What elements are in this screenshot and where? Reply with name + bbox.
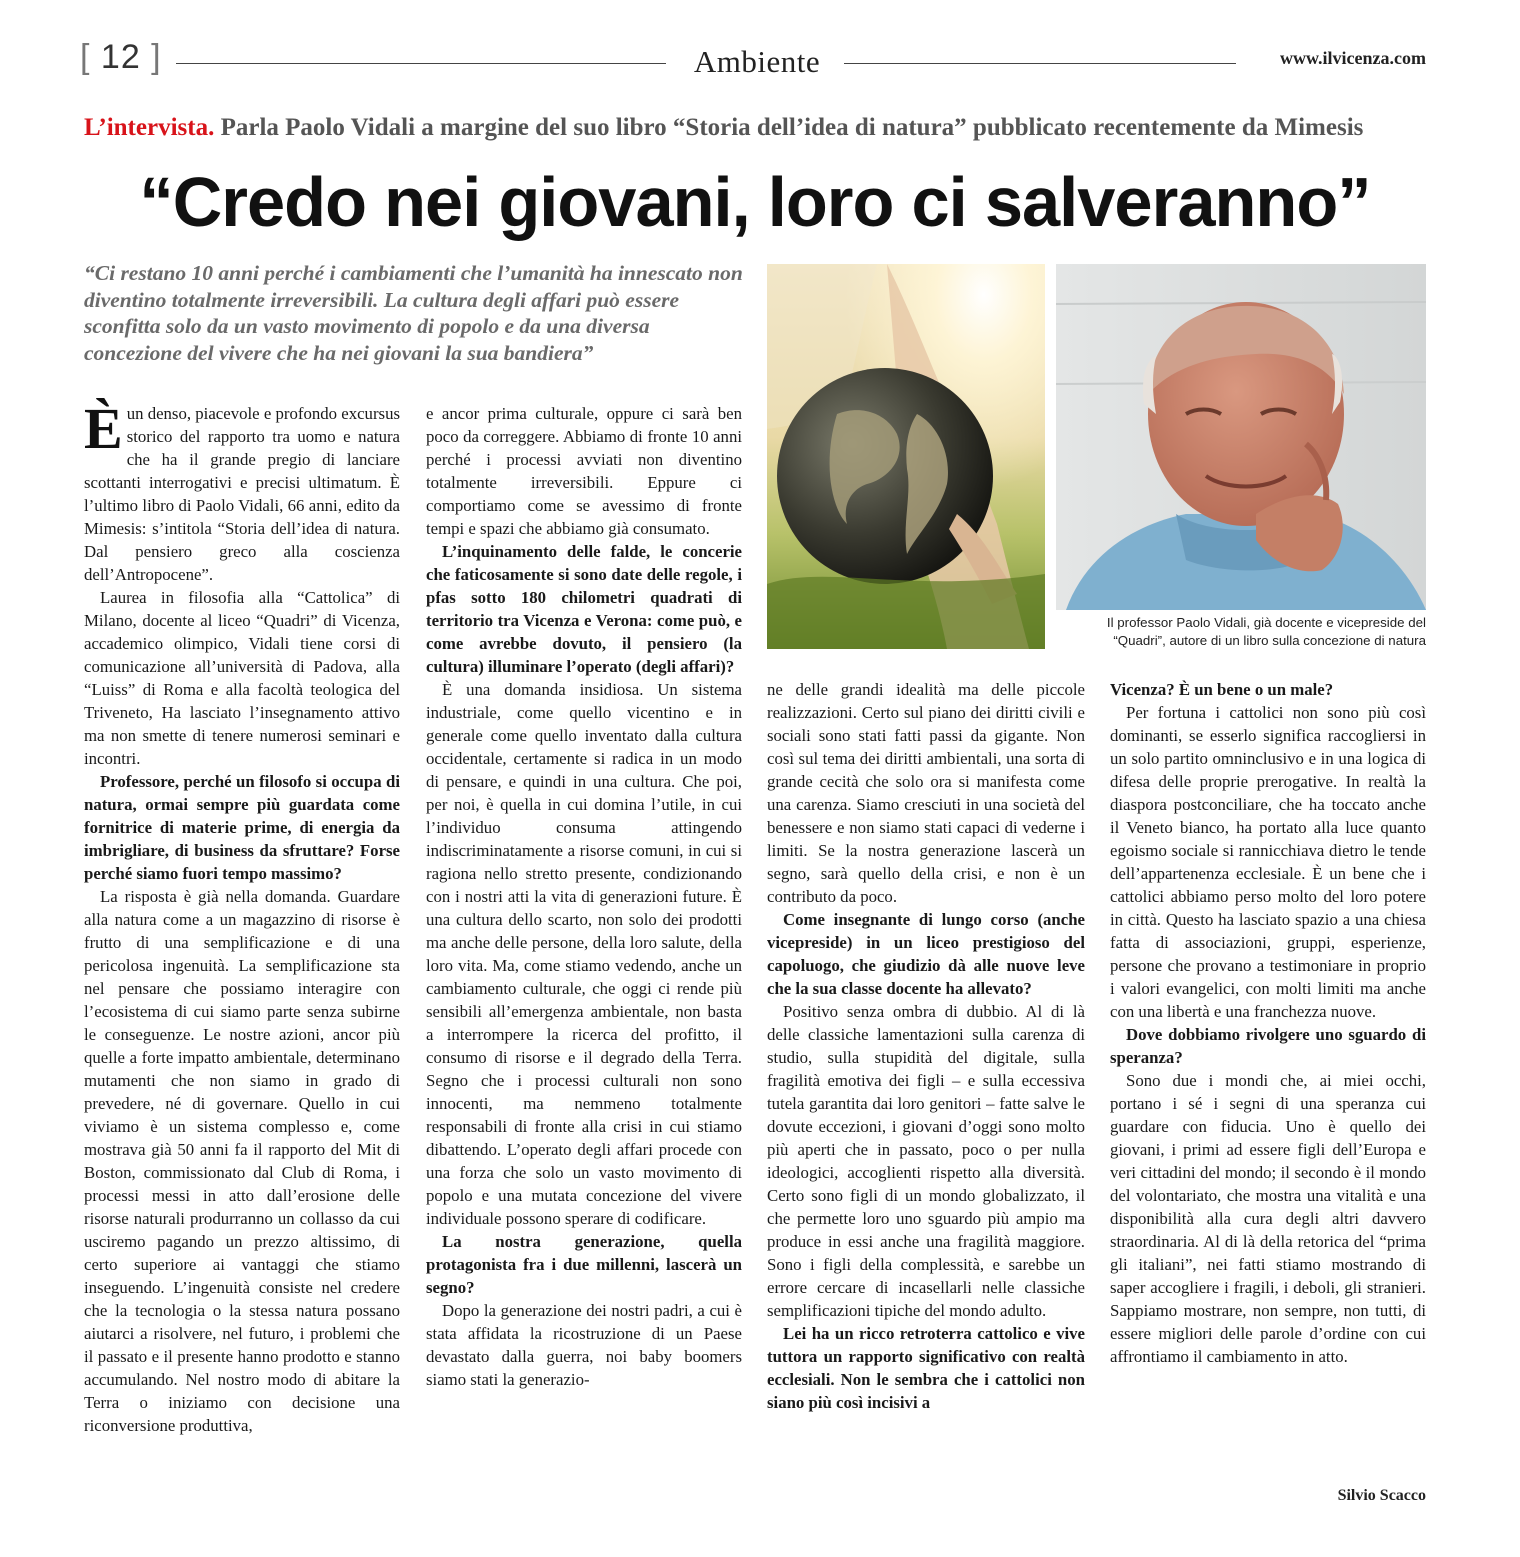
paragraph: Per fortuna i cattolici non sono più così dominanti, se esserlo significa raccogliersi in un solo partito omninclusivo e in una logica di difesa delle proprie prerogative. In realtà la diaspora postconciliare, che ha toccato anche il Veneto bianco, ha portato alla luce quanto egoismo sociale si rannicchiava dietro le tende dell’appartenenza ecclesiale. È un bene che i cattolici abbiamo perso molto del loro potere in città. Questo ha lasciato spazio a una chiesa fatta di associazioni, gruppi, esperienze, persone che provano a testimoniare in proprio i valori evangelici, con molti limiti ma anche con una libertà e una franchezza nuove. xyxy=(1110,703,1426,1021)
paragraph: La risposta è già nella domanda. Guardare alla natura come a un magazzino di risorse è frutto di una semplificazione e di una pericolosa ingenuità. La semplificazione sta nel pensare che possiamo interagire con l’ecosistema di cui siamo parte senza subirne le conseguenze. Le nostre azioni, ancor più quelle a forte impatto ambientale, determinano mutamenti che non siamo in grado di prevedere, né di governare. Quello in cui viviamo è un sistema complesso e, come mostrava già 50 anni fa il rapporto del Mit di Boston, commissionato dal Club di Roma, i processi messi in atto dall’erosione delle risorse naturali produrranno un collasso da cui usciremo pagando un prezzo altissimo, di certo superiore ai vantaggi che stiamo inseguendo. L’ingenuità consiste nel credere che la tecnologia o la stessa natura possano aiutarci a risolvere, nel futuro, i problemi che il passato e il presente hanno prodotto e stanno accumulando. Nel nostro modo di abitare la Terra o iniziamo con decisione una riconversione produttiva, xyxy=(84,887,400,1435)
kicker-label: L’intervista. xyxy=(84,114,215,141)
kicker xyxy=(84,114,1426,142)
section-title: Ambiente xyxy=(693,44,821,79)
column-4 xyxy=(1110,678,1426,1368)
question: Vicenza? È un bene o un male? xyxy=(1110,680,1334,699)
question: Lei ha un ricco retroterra cattolico e vive tuttora un rapporto significativo con realtà ecclesiali. Non le sembra che i cattolici non siano più così incisivi a xyxy=(767,1324,1085,1412)
paragraph: Dopo la generazione dei nostri padri, a cui è stata affidata la ricostruzione di un Paese devastato dalla guerra, noi baby boomers siamo stati la generazio- xyxy=(426,1301,742,1389)
question: La nostra generazione, quella protagonista fra i due millenni, lascerà un segno? xyxy=(426,1232,742,1297)
site-url[interactable]: www.ilvicenza.com xyxy=(1280,48,1426,68)
paragraph-text: un denso, piacevole e profondo excursus storico del rapporto tra uomo e natura che ha il grande pregio di lanciare scottanti interrogativi e precisi ultimatum. È l’ultimo libro di Paolo Vidali, 66 anni, edito da Mimesis: s’intitola “Storia dell’idea di natura. Dal pensiero greco alla coscienza dell’Antropocene”. xyxy=(84,404,400,584)
question: Professore, perché un filosofo si occupa di natura, ormai sempre più guardata come fornitrice di materie prime, di energia da imbrigliare, di business da sfruttare? Forse perché siamo fuori tempo massimo? xyxy=(84,772,400,883)
column-3 xyxy=(767,678,1085,1414)
byline: Silvio Scacco xyxy=(1337,1487,1426,1504)
paragraph: Positivo senza ombra di dubbio. Al di là delle classiche lamentazioni sulla carenza di studio, sulla stupidità del digitale, sulla fragilità emotiva dei figli – e sulla eccessiva tutela garantita dai loro genitori – fatte salve le dovute eccezioni, i giovani d’oggi sono molto più aperti che in passato, poco o per nulla ideologici, accoglienti rispetto alla diversità. Certo sono figli di un mondo globalizzato, il che permette loro uno sguardo più ampio ma produce in essi anche una fragilità maggiore. Sono i figli della complessità, e sarebbe un errore cercare di incasellarli nelle classiche semplificazioni tipiche del mondo adulto. xyxy=(767,1002,1085,1320)
column-2 xyxy=(426,402,742,1391)
paragraph: È una domanda insidiosa. Un sistema industriale, come quello vicentino e in generale come quello inventato dalla cultura occidentale, certamente si radica in un modo di pensare, e quindi in una cultura. Che poi, per noi, è quella in cui domina l’utile, in cui l’individuo consuma attingendo indiscriminatamente a risorse comuni, in cui si ragiona nello stretto presente, condizionando con i nostri atti la vita di generazioni future. È una cultura dello scarto, non solo dei prodotti ma anche delle persone, della loro salute, della loro vita. Ma, come stiamo vedendo, anche un cambiamento culturale, che oggi ci rende più sensibili all’emergenza ambientale, non basta a interrompere la ricerca del profitto, il consumo di risorse e il degrado della Terra. Segno che i processi culturali non sono innocenti, ma nemmeno totalmente responsabili di fronte alla crisi in cui stiamo dibattendo. L’operato degli affari procede con una forza che solo un vasto movimento di popolo e una mutata concezione del vivere individuale possono sperare di codificare. xyxy=(426,680,742,1228)
question: L’inquinamento delle falde, le concerie che faticosamente si sono date delle regole, i pfas sotto 180 chilometri quadrati di territorio tra Vicenza e Verona: come può, e come avrebbe dovuto, il pensiero (la cultura) illuminare l’operato (degli affari)? xyxy=(426,542,742,676)
bracket-right: ] xyxy=(140,38,162,76)
globe-photo xyxy=(767,264,1045,649)
paragraph: ne delle grandi idealità ma delle piccole realizzazioni. Certo sul piano dei diritti civili e sociali sono stati fatti passi da gigante. Non così sul tema dei diritti ambientali, una sorta di grande cecità che solo ora si manifesta come una carenza. Siamo cresciuti in una società del benessere e non siamo stati capaci di vederne i limiti. Se la nostra generazione lascerà un segno, sarà quello della crisi, e non è un contributo da poco. xyxy=(767,680,1085,906)
question: Dove dobbiamo rivolgere uno sguardo di speranza? xyxy=(1110,1025,1426,1067)
photo-caption: Il professor Paolo Vidali, già docente e vicepreside del “Quadri”, autore di un libro sulla concezione di natura xyxy=(1106,615,1426,648)
kicker-text: Parla Paolo Vidali a margine del suo libro “Storia dell’idea di natura” pubblicato recentemente da Mimesis xyxy=(220,114,1364,141)
paragraph xyxy=(84,396,400,586)
globe-photo-svg xyxy=(767,264,1045,649)
header-rule-left xyxy=(176,63,666,64)
standfirst: “Ci restano 10 anni perché i cambiamenti che l’umanità ha innescato non diventino totalmente irreversibili. La cultura degli affari può essere sconfitta solo da un vasto movimento di popolo e da una diversa concezione del vivere che ha nei giovani la sua bandiera” xyxy=(84,261,743,365)
paragraph: e ancor prima culturale, oppure ci sarà ben poco da correggere. Abbiamo di fronte 10 anni perché i processi avviati non diventino totalmente irreversibili. Eppure ci comportiamo come se avessimo di fronte tempi e spazi che abbiamo già consumato. xyxy=(426,404,742,538)
header-rule-right xyxy=(844,63,1236,64)
headline: “Credo nei giovani, loro ci salveranno” xyxy=(139,163,1371,241)
paragraph: Laurea in filosofia alla “Cattolica” di Milano, docente al liceo “Quadri” di Vicenza, accademico olimpico, Vidali tiene corsi di comunicazione all’università di Padova, alla “Luiss” di Roma e alla facoltà teologica del Triveneto, Ha lasciato l’insegnamento attivo ma non smette di tenere numerosi seminari e incontri. xyxy=(84,588,400,768)
portrait-photo-svg xyxy=(1056,264,1426,610)
question: Come insegnante di lungo corso (anche vicepreside) in un liceo prestigioso del capoluogo, che giudizio dà alle nuove leve che la sua classe docente ha allevato? xyxy=(767,910,1085,998)
column-1 xyxy=(84,396,400,1437)
paragraph: Sono due i mondi che, ai miei occhi, portano i sé i segni di una speranza cui guardare con fiducia. Uno è quello dei giovani, i primi ad essere figli dell’Europa e veri cittadini del mondo; il secondo è il mondo del volontariato, che mostra una vitalità e una disponibilità alla cura degli altri davvero straordinaria. Al di là della retorica del “prima gli italiani”, nei fatti stiamo mostrando di saper accogliere i fragili, i deboli, gli stranieri. Sappiamo mostrare, non sempre, non tutti, di essere migliori delle parole d’ordine con cui affrontiamo il cambiamento in atto. xyxy=(1110,1071,1426,1366)
page-number-value: 12 xyxy=(100,38,141,76)
page-number xyxy=(80,38,162,77)
bracket-left: [ xyxy=(80,38,101,76)
portrait-photo xyxy=(1056,264,1426,610)
drop-cap: È xyxy=(84,396,123,461)
